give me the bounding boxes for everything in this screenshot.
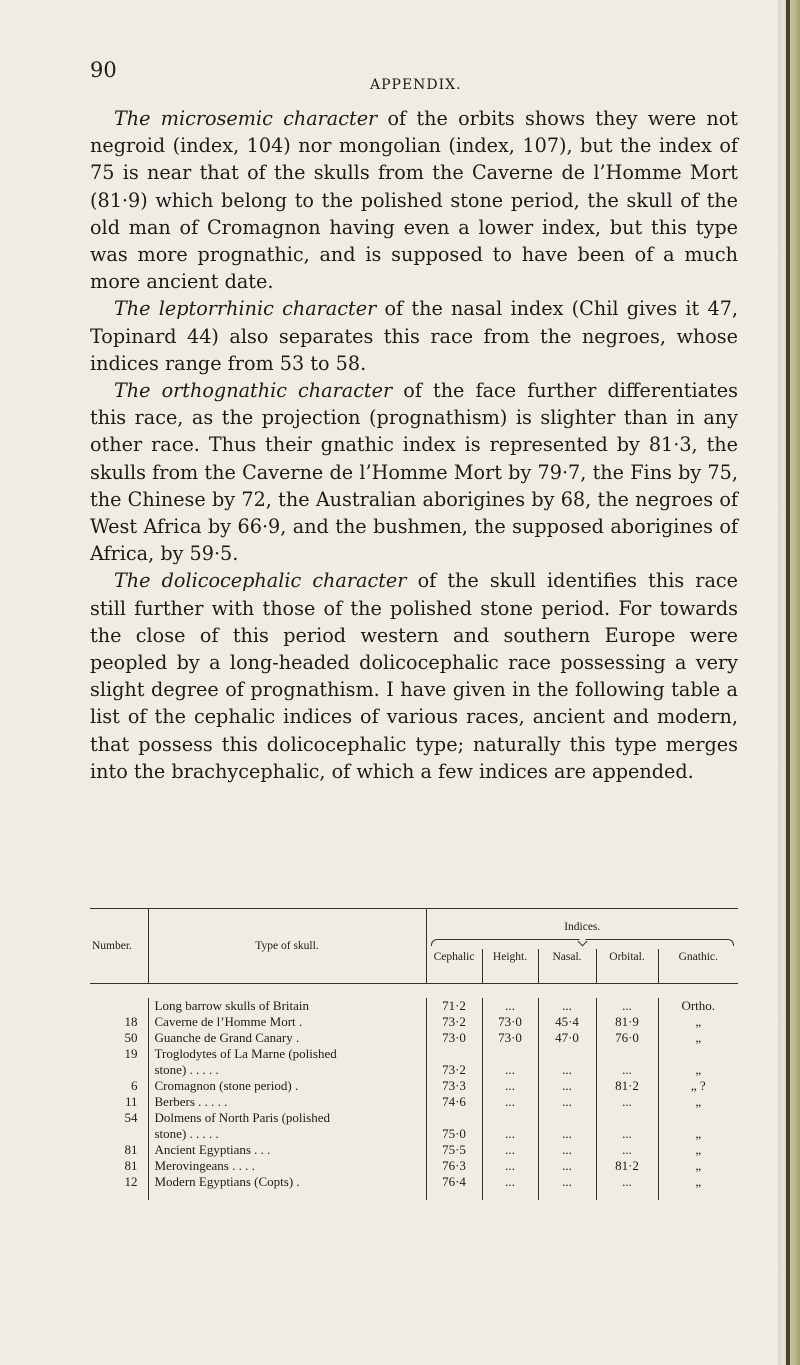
header-height: Height. bbox=[482, 949, 538, 984]
cell-gnathic: „ ? bbox=[658, 1078, 738, 1094]
cell-orbital: 81·2 bbox=[596, 1078, 658, 1094]
cell-number: 18 bbox=[124, 1014, 138, 1029]
cell-gnathic: „ bbox=[658, 1062, 738, 1078]
cell-gnathic: „ bbox=[658, 1174, 738, 1190]
cell-height: ... bbox=[482, 1078, 538, 1094]
cell-height: ... bbox=[482, 1126, 538, 1142]
cell-height: ... bbox=[482, 998, 538, 1014]
cell-height: ... bbox=[482, 1094, 538, 1110]
table-row bbox=[90, 1142, 738, 1158]
body-text bbox=[90, 105, 738, 785]
table-row bbox=[90, 1062, 738, 1078]
table-row bbox=[90, 998, 738, 1014]
cell-type: Long barrow skulls of Britain bbox=[148, 998, 426, 1014]
running-head: APPENDIX. bbox=[370, 77, 462, 93]
cell-number: 11 bbox=[124, 1094, 138, 1109]
cell-type: stone) . . . . . bbox=[148, 1126, 426, 1142]
cell-orbital bbox=[596, 1046, 658, 1062]
table-row bbox=[90, 1078, 738, 1094]
cell-orbital: ... bbox=[596, 998, 658, 1014]
cell-orbital: ... bbox=[596, 1062, 658, 1078]
cell-nasal: 47·0 bbox=[538, 1030, 596, 1046]
cell-type: Berbers . . . . . bbox=[148, 1094, 426, 1110]
cell-orbital: ... bbox=[596, 1142, 658, 1158]
cell-orbital: 76·0 bbox=[596, 1030, 658, 1046]
cell-nasal bbox=[538, 1046, 596, 1062]
table-row bbox=[90, 1174, 738, 1190]
cell-orbital: ... bbox=[596, 1126, 658, 1142]
cell-type: Merovingeans . . . . bbox=[148, 1158, 426, 1174]
cell-gnathic: „ bbox=[658, 1126, 738, 1142]
cell-type: Guanche de Grand Canary . bbox=[148, 1030, 426, 1046]
header-nasal: Nasal. bbox=[538, 949, 596, 984]
cell-height: ... bbox=[482, 1142, 538, 1158]
header-type: Type of skull. bbox=[148, 909, 426, 984]
cell-cephalic: 76·4 bbox=[426, 1174, 482, 1190]
table-row bbox=[90, 1110, 738, 1126]
cell-number bbox=[90, 1062, 148, 1078]
indices-table bbox=[90, 908, 738, 1200]
cell-number: 50 bbox=[124, 1030, 138, 1045]
cell-number: 81 bbox=[124, 1142, 138, 1157]
cell-nasal: ... bbox=[538, 1142, 596, 1158]
cell-height bbox=[482, 1046, 538, 1062]
cell-cephalic: 73·3 bbox=[426, 1078, 482, 1094]
cell-nasal: ... bbox=[538, 1094, 596, 1110]
cell-number bbox=[90, 998, 148, 1014]
cell-cephalic: 73·2 bbox=[426, 1014, 482, 1030]
cell-orbital bbox=[596, 1110, 658, 1126]
paragraph bbox=[90, 567, 738, 785]
header-orbital: Orbital. bbox=[596, 949, 658, 984]
cell-number bbox=[90, 1126, 148, 1142]
header-number: Number. bbox=[90, 909, 148, 984]
cell-type: Ancient Egyptians . . . bbox=[148, 1142, 426, 1158]
cell-nasal: ... bbox=[538, 1078, 596, 1094]
cell-nasal: ... bbox=[538, 1126, 596, 1142]
cell-orbital: ... bbox=[596, 1094, 658, 1110]
paragraph bbox=[90, 295, 738, 377]
table-bottom-padding bbox=[90, 1190, 738, 1200]
paragraph-text: of the nasal index (Chil gives it 47, Topinard 44) also separates this race from the negroes, whose indices range from 53 to 58. bbox=[90, 297, 739, 375]
cell-cephalic: 71·2 bbox=[426, 998, 482, 1014]
cell-nasal bbox=[538, 1110, 596, 1126]
cell-gnathic: „ bbox=[658, 1158, 738, 1174]
page-number: 90 bbox=[90, 58, 117, 82]
header-gnathic: Gnathic. bbox=[658, 949, 738, 984]
header-indices-brace bbox=[426, 935, 738, 949]
table-row bbox=[90, 1046, 738, 1062]
cell-height: 73·0 bbox=[482, 1030, 538, 1046]
cell-gnathic: „ bbox=[658, 1142, 738, 1158]
table-row bbox=[90, 1094, 738, 1110]
cell-gnathic bbox=[658, 1046, 738, 1062]
cell-cephalic: 76·3 bbox=[426, 1158, 482, 1174]
cell-cephalic bbox=[426, 1110, 482, 1126]
cell-number: 54 bbox=[124, 1110, 138, 1125]
cell-orbital: 81·9 bbox=[596, 1014, 658, 1030]
cell-number: 6 bbox=[131, 1078, 138, 1093]
paragraph-text: of the skull identifies this race still further with those of the polished stone period. For towards the close of this period western and southern Europe were peopled by a long-headed dolicocephalic race possessing a very slight degree of prognathism. I have given in the following table a list of the cephalic indices of various races, ancient and modern, that possess this dolicocephalic type; naturally this type merges into the brachycephalic, of which a few indices are appended. bbox=[90, 569, 738, 783]
cell-nasal: ... bbox=[538, 1158, 596, 1174]
cell-type: Caverne de l’Homme Mort . bbox=[148, 1014, 426, 1030]
cell-type: Troglodytes of La Marne (polished bbox=[148, 1046, 426, 1062]
cell-type: Cromagnon (stone period) . bbox=[148, 1078, 426, 1094]
header-indices: Indices. bbox=[426, 909, 738, 936]
cell-height: ... bbox=[482, 1062, 538, 1078]
cell-gnathic: Ortho. bbox=[658, 998, 738, 1014]
cell-orbital: 81·2 bbox=[596, 1158, 658, 1174]
cell-height: 73·0 bbox=[482, 1014, 538, 1030]
cell-gnathic: „ bbox=[658, 1030, 738, 1046]
paragraph-text: of the face further differentiates this race, as the projection (prognathism) is slighter than in any other race. Thus their gnathic index is represented by 81·3, the skulls from the Caverne de l’Homme Mort by 79·7, the Fins by 75, the Chinese by 72, the Australian aborigines by 68, the negroes of West Africa by 66·9, and the bushmen, the supposed aborigines of Africa, by 59·5. bbox=[90, 379, 738, 566]
cell-cephalic: 75·0 bbox=[426, 1126, 482, 1142]
cell-cephalic: 75·5 bbox=[426, 1142, 482, 1158]
cell-cephalic: 74·6 bbox=[426, 1094, 482, 1110]
cell-gnathic: „ bbox=[658, 1014, 738, 1030]
cell-cephalic: 73·0 bbox=[426, 1030, 482, 1046]
cell-gnathic: „ bbox=[658, 1094, 738, 1110]
paragraph-lead-term: The leptorrhinic character bbox=[114, 297, 377, 321]
cell-number: 12 bbox=[124, 1174, 138, 1189]
paragraph-lead-term: The orthognathic character bbox=[114, 379, 393, 403]
cell-cephalic: 73·2 bbox=[426, 1062, 482, 1078]
cell-height: ... bbox=[482, 1174, 538, 1190]
cell-nasal: ... bbox=[538, 1174, 596, 1190]
cell-nasal: ... bbox=[538, 998, 596, 1014]
cell-number: 81 bbox=[124, 1158, 138, 1173]
header-cephalic: Cephalic bbox=[426, 949, 482, 984]
cell-gnathic bbox=[658, 1110, 738, 1126]
cell-orbital: ... bbox=[596, 1174, 658, 1190]
cell-number: 19 bbox=[124, 1046, 138, 1061]
table-row bbox=[90, 1126, 738, 1142]
paragraph-lead-term: The dolicocephalic character bbox=[114, 569, 407, 593]
table-body bbox=[90, 984, 738, 1201]
cell-nasal: ... bbox=[538, 1062, 596, 1078]
cell-height: ... bbox=[482, 1158, 538, 1174]
cell-nasal: 45·4 bbox=[538, 1014, 596, 1030]
cell-type: stone) . . . . . bbox=[148, 1062, 426, 1078]
cell-height bbox=[482, 1110, 538, 1126]
table-row bbox=[90, 1158, 738, 1174]
page-edge-shadow bbox=[786, 0, 790, 1365]
cell-type: Dolmens of North Paris (polished bbox=[148, 1110, 426, 1126]
cell-type: Modern Egyptians (Copts) . bbox=[148, 1174, 426, 1190]
paragraph bbox=[90, 377, 738, 567]
table-row bbox=[90, 1014, 738, 1030]
paragraph-text: of the orbits shows they were not negroid (index, 104) nor mongolian (index, 107), but the index of 75 is near that of the skulls from the Caverne de l’Homme Mort (81·9) which belong to the polished stone period, the skull of the old man of Cromagnon having even a lower index, but this type was more prognathic, and is supposed to have been of a much more ancient date. bbox=[90, 107, 738, 294]
cell-cephalic bbox=[426, 1046, 482, 1062]
paragraph bbox=[90, 105, 738, 295]
table-row bbox=[90, 1030, 738, 1046]
paragraph-lead-term: The microsemic character bbox=[114, 107, 378, 130]
